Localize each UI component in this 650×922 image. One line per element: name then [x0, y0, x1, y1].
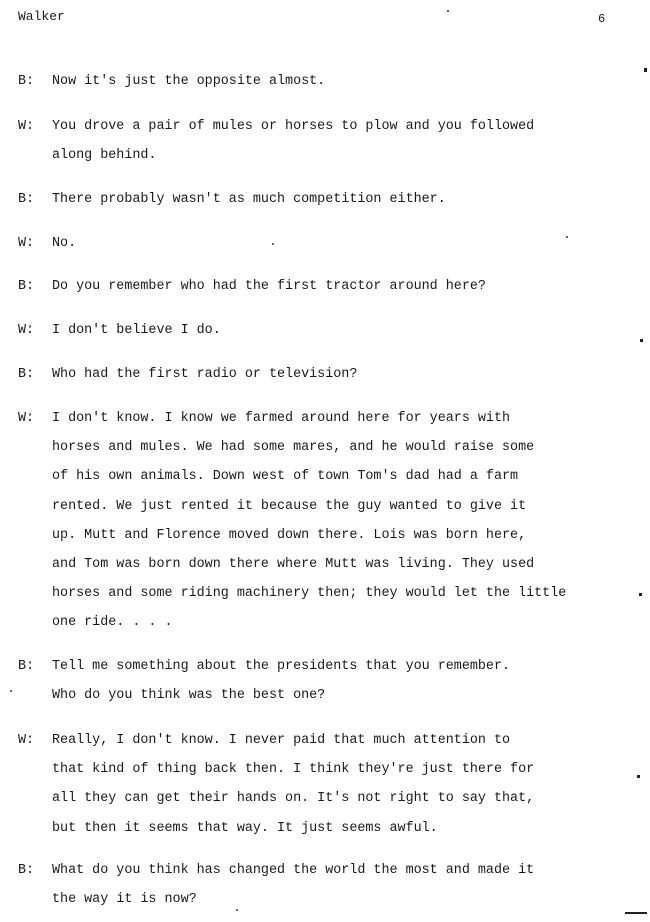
text-line: all they can get their hands on. It's not right to say that, [52, 791, 535, 807]
speaker-label: B: [18, 863, 35, 878]
text-line: horses and some riding machinery then; they would let the little [52, 586, 567, 602]
speaker-label: W: [18, 733, 35, 748]
text-line: horses and mules. We had some mares, and he would raise some [52, 440, 535, 456]
speaker-label: B: [18, 659, 35, 674]
scan-speck [272, 243, 274, 245]
text-line: No. [52, 236, 77, 251]
speaker-text [52, 272, 624, 301]
speaker-label: B: [18, 192, 35, 207]
speaker-text [52, 185, 624, 214]
speaker-text [52, 229, 624, 258]
text-line: You drove a pair of mules or horses to plow and you followed [52, 119, 535, 134]
text-line: What do you think has changed the world the most and made it [52, 863, 535, 878]
text-line: of his own animals. Down west of town Tom's dad had a farm [52, 469, 519, 485]
scan-edge-mark [639, 593, 642, 596]
text-line: Really, I don't know. I never paid that much attention to [52, 733, 511, 748]
scan-edge-mark [644, 68, 647, 72]
text-line: the way it is now? [52, 892, 197, 908]
text-line: Do you remember who had the first tractor around here? [52, 279, 486, 294]
speaker-label: B: [18, 279, 35, 294]
header-interviewee-name: Walker [18, 9, 65, 24]
text-line: but then it seems that way. It just seems awful. [52, 820, 438, 836]
scan-edge-mark [625, 912, 647, 914]
text-line: I don't believe I do. [52, 323, 221, 338]
speaker-text [52, 652, 624, 710]
speaker-label: B: [18, 74, 35, 89]
text-line: one ride. . . . [52, 615, 173, 631]
speaker-label: W: [18, 236, 35, 251]
text-line: Tell me something about the presidents that you remember. [52, 659, 511, 674]
text-line: along behind. [52, 148, 157, 164]
speaker-label: W: [18, 411, 35, 426]
speaker-text [52, 67, 624, 96]
text-line: and Tom was born down there where Mutt was living. They used [52, 556, 535, 572]
speaker-label: W: [18, 119, 35, 134]
speaker-label: W: [18, 323, 35, 338]
text-line: up. Mutt and Florence moved down there. Lois was born here, [52, 527, 527, 543]
speaker-text [52, 316, 624, 345]
text-line: There probably wasn't as much competition either. [52, 192, 446, 207]
page-number: 6 [598, 12, 606, 26]
text-line: Who do you think was the best one? [52, 688, 326, 704]
speaker-label: B: [18, 367, 35, 382]
scan-speck [236, 909, 238, 911]
text-line: that kind of thing back then. I think they're just there for [52, 762, 535, 778]
speaker-text [52, 112, 624, 170]
text-line: Now it's just the opposite almost. [52, 74, 326, 89]
text-line: I don't know. I know we farmed around here for years with [52, 411, 511, 426]
scan-edge-mark [637, 775, 640, 778]
scan-edge-mark [640, 339, 643, 342]
text-line: rented. We just rented it because the guy wanted to give it [52, 498, 527, 514]
scan-speck [566, 236, 568, 238]
speaker-text [52, 856, 624, 914]
scan-speck [447, 10, 449, 12]
speaker-text [52, 726, 624, 843]
speaker-text [52, 360, 624, 389]
text-line: Who had the first radio or television? [52, 367, 358, 382]
speaker-text [52, 404, 624, 638]
scan-speck [10, 690, 12, 692]
